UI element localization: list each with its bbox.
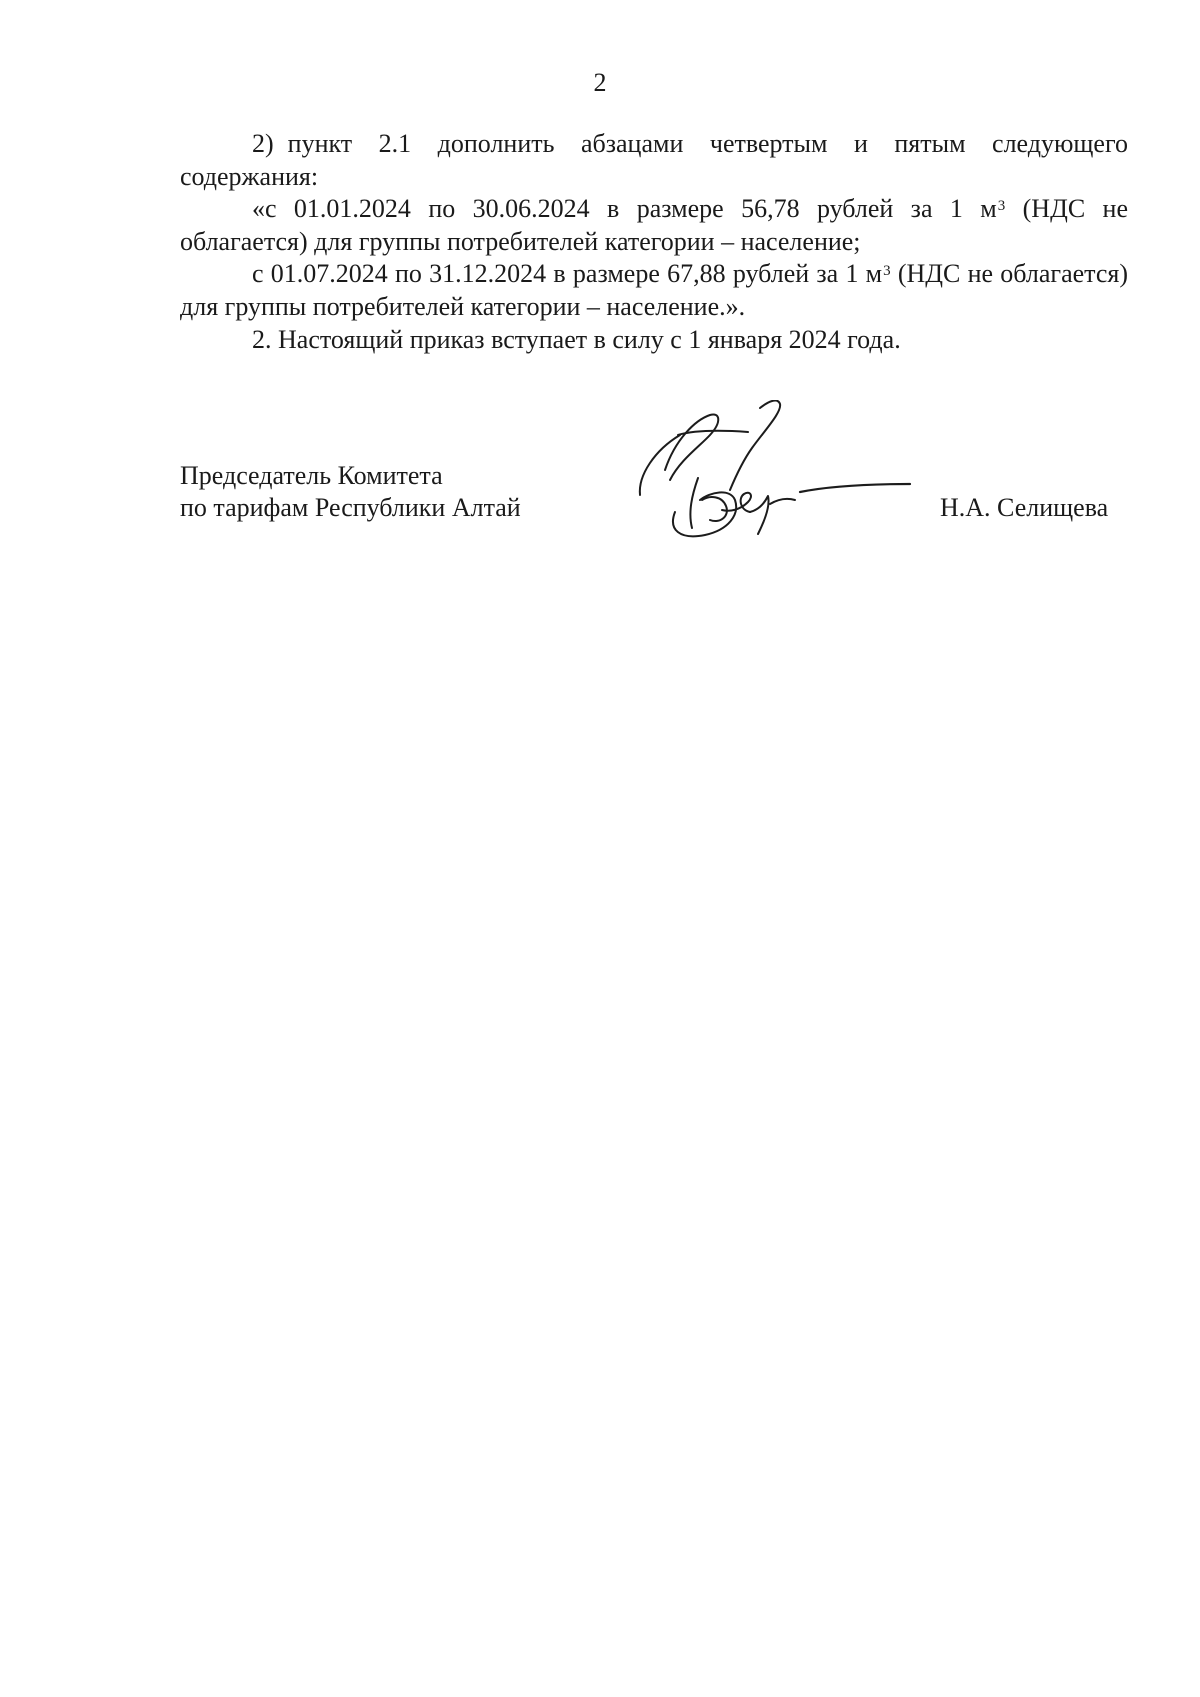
rate-2-superscript: 3 <box>883 263 891 280</box>
position-line-1: Председатель Комитета <box>180 461 443 490</box>
item-2-text: пункт 2.1 дополнить абзацами четвертым и пятым следующего содержания: <box>180 129 1128 191</box>
document-body <box>180 128 1128 356</box>
signatory-name: Н.А. Селищева <box>940 493 1109 522</box>
paragraph-rate-2 <box>180 258 1128 323</box>
page-number: 2 <box>593 68 607 97</box>
rate-2-text: с 01.07.2024 по 31.12.2024 в размере 67,88 рублей за 1 м <box>252 259 883 289</box>
rate-2-tail: (НДС не облагается) для группы потребителей категории – население.». <box>180 259 1128 321</box>
paragraph-item-2 <box>180 128 1128 193</box>
handwritten-signature-icon <box>630 400 930 560</box>
rate-1-superscript: 3 <box>997 198 1006 215</box>
item-number: 2) <box>252 129 274 158</box>
rate-1-text: «с 01.01.2024 по 30.06.2024 в размере 56,78 рублей за 1 м <box>252 194 997 224</box>
paragraph-clause-2: 2. Настоящий приказ вступает в силу с 1 января 2024 года. <box>252 324 901 354</box>
position-line-2: по тарифам Республики Алтай <box>180 493 521 522</box>
paragraph-rate-1 <box>180 193 1128 258</box>
rate-1-tail: (НДС не облагается) для группы потребителей категории – население; <box>180 194 1129 256</box>
signatory-position <box>180 460 521 524</box>
